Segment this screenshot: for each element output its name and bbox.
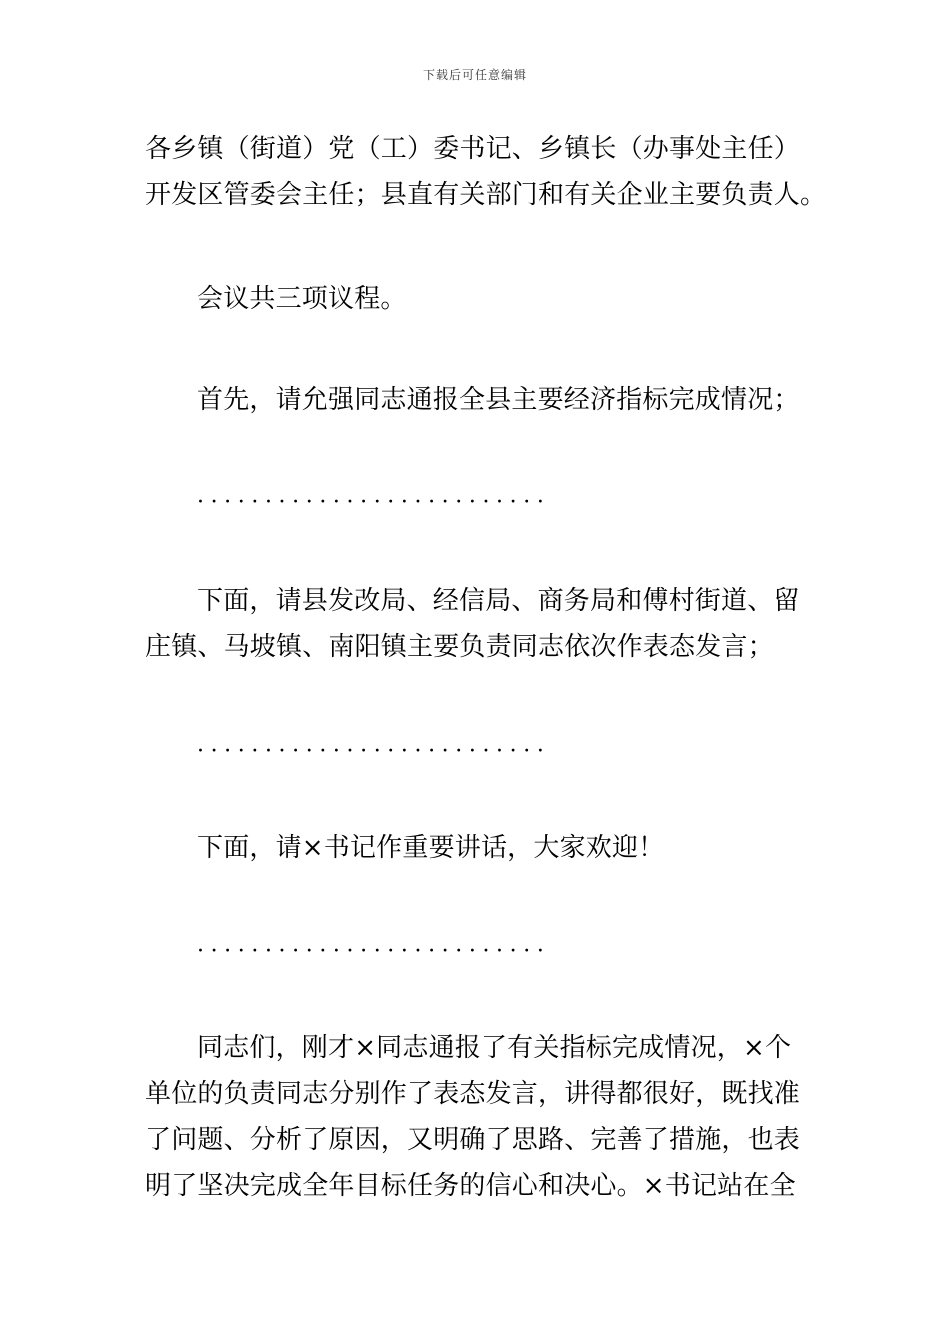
paragraph-line: 开发区管委会主任；县直有关部门和有关企业主要负责人。 — [145, 180, 827, 210]
paragraph-line: 同志们，刚才×同志通报了有关指标完成情况，×个 — [197, 1033, 792, 1063]
paragraph-third-item — [145, 825, 810, 871]
paragraph-line: 明了坚决完成全年目标任务的信心和决心。×书记站在全 — [145, 1171, 796, 1201]
paragraph-attendees — [145, 126, 827, 218]
paragraph-line: 了问题、分析了原因，又明确了思路、完善了措施，也表 — [145, 1125, 801, 1155]
paragraph-line: 下面，请县发改局、经信局、商务局和傅村街道、留 — [197, 586, 800, 616]
paragraph-speech — [145, 1025, 810, 1209]
paragraph-agenda-count — [145, 276, 810, 322]
paragraph-line: 各乡镇（街道）党（工）委书记、乡镇长（办事处主任） — [145, 134, 801, 164]
ellipsis-divider: ·························· — [197, 490, 551, 515]
paragraph-line: 首先，请允强同志通报全县主要经济指标完成情况； — [197, 385, 800, 415]
ellipsis-divider: ·························· — [197, 939, 551, 964]
paragraph-line: 庄镇、马坡镇、南阳镇主要负责同志依次作表态发言； — [145, 632, 774, 662]
paragraph-second-item — [145, 578, 810, 670]
paragraph-line: 下面，请×书记作重要讲话，大家欢迎！ — [197, 833, 665, 863]
page-header-note: 下载后可任意编辑 — [422, 68, 527, 82]
paragraph-first-item — [145, 377, 810, 423]
paragraph-line: 会议共三项议程。 — [197, 284, 407, 314]
paragraph-line: 单位的负责同志分别作了表态发言，讲得都很好，既找准 — [145, 1079, 801, 1109]
ellipsis-divider: ·························· — [197, 739, 551, 764]
